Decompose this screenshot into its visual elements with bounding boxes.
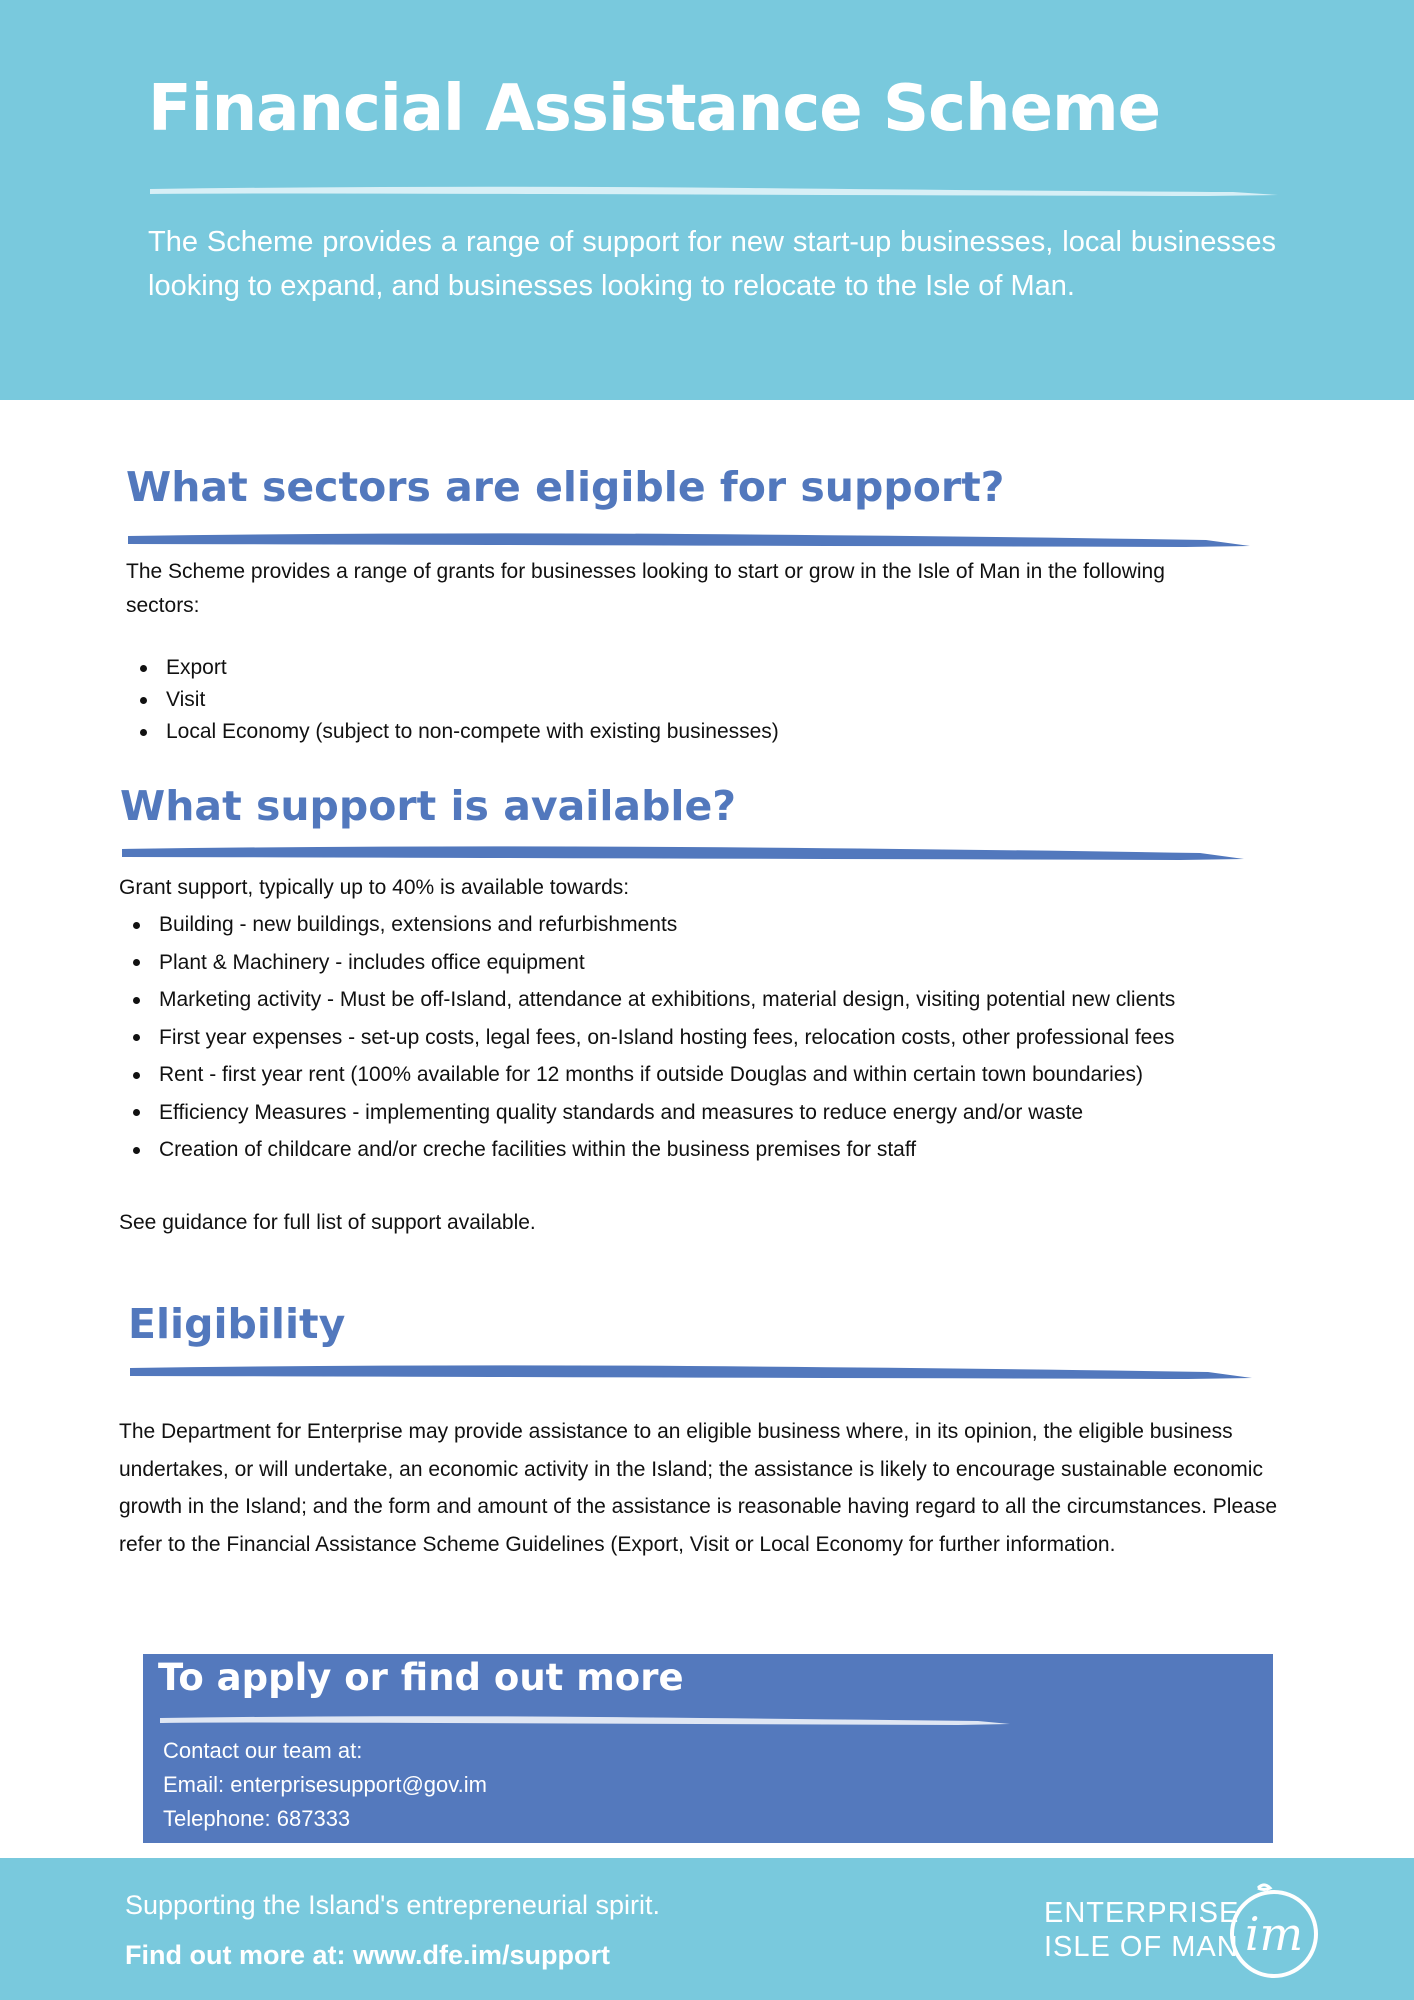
support-item-childcare: Creation of childcare and/or creche facilities within the business premises for staff — [119, 1131, 1175, 1169]
logo-line-isle-of-man: ISLE OF MAN — [1044, 1931, 1239, 1963]
support-list — [119, 906, 1175, 1169]
sectors-list — [126, 652, 779, 748]
eligibility-underline-brush — [128, 1362, 1258, 1384]
apply-telephone[interactable]: Telephone: 687333 — [163, 1806, 351, 1831]
footer-tagline: Supporting the Island's entrepreneurial spirit. — [125, 1890, 660, 1920]
apply-underline-brush — [158, 1713, 1018, 1729]
support-item-efficiency: Efficiency Measures - implementing quality standards and measures to reduce energy and/or waste — [119, 1094, 1175, 1132]
sector-item-visit: Visit — [126, 684, 779, 716]
support-item-building: Building - new buildings, extensions and refurbishments — [119, 906, 1175, 944]
sectors-underline-brush — [126, 530, 1256, 552]
apply-contact-label: Contact our team at: — [163, 1738, 363, 1763]
support-item-marketing: Marketing activity - Must be off-Island, attendance at exhibitions, material design, visiting potential new clients — [119, 981, 1175, 1019]
logo-mark-text: im — [1244, 1907, 1304, 1961]
logo-line-enterprise: ENTERPRISE — [1044, 1897, 1240, 1929]
sectors-text: The Scheme provides a range of grants for businesses looking to start or grow in the Isle of Man in the following sectors: — [126, 560, 1165, 617]
apply-heading: To apply or find out more — [158, 1656, 684, 1699]
page-title: Financial Assistance Scheme — [148, 72, 1161, 146]
eligibility-heading: Eligibility — [128, 1300, 346, 1348]
support-item-plant-machinery: Plant & Machinery - includes office equipment — [119, 944, 1175, 982]
intro-paragraph: The Scheme provides a range of support for new start-up businesses, local businesses looking to expand, and businesses looking to relocate to the Isle of Man. — [148, 226, 1276, 302]
footer-website-link[interactable]: Find out more at: www.dfe.im/support — [125, 1940, 610, 1970]
eligibility-text: The Department for Enterprise may provide assistance to an eligible business where, in its opinion, the eligible business undertakes, or will undertake, an economic activity in the Island; the assistance is likely to encourage sustainable economic growth in the Island; and the form and amount of the assistance is reasonable having regard to all the circumstances. Please refer to the Financial Assistance Scheme Guidelines (Export, Visit or Local Economy for further information. — [119, 1420, 1277, 1556]
title-underline-brush — [148, 183, 1288, 201]
enterprise-im-logo-icon — [1222, 1878, 1326, 1982]
support-note: See guidance for full list of support available. — [119, 1211, 536, 1234]
apply-contact-block — [163, 1734, 487, 1836]
apply-email[interactable]: Email: enterprisesupport@gov.im — [163, 1772, 487, 1797]
support-intro: Grant support, typically up to 40% is available towards: — [119, 876, 630, 899]
support-underline-brush — [120, 843, 1250, 865]
support-item-first-year-expenses: First year expenses - set-up costs, legal fees, on-Island hosting fees, relocation costs, other professional fees — [119, 1019, 1175, 1057]
support-item-rent: Rent - first year rent (100% available for 12 months if outside Douglas and within certain town boundaries) — [119, 1056, 1175, 1094]
sector-item-local-economy: Local Economy (subject to non-compete with existing businesses) — [126, 716, 779, 748]
sector-item-export: Export — [126, 652, 779, 684]
support-heading: What support is available? — [120, 782, 737, 830]
enterprise-logo-text — [1044, 1896, 1239, 1964]
sectors-heading: What sectors are eligible for support? — [126, 463, 1005, 511]
